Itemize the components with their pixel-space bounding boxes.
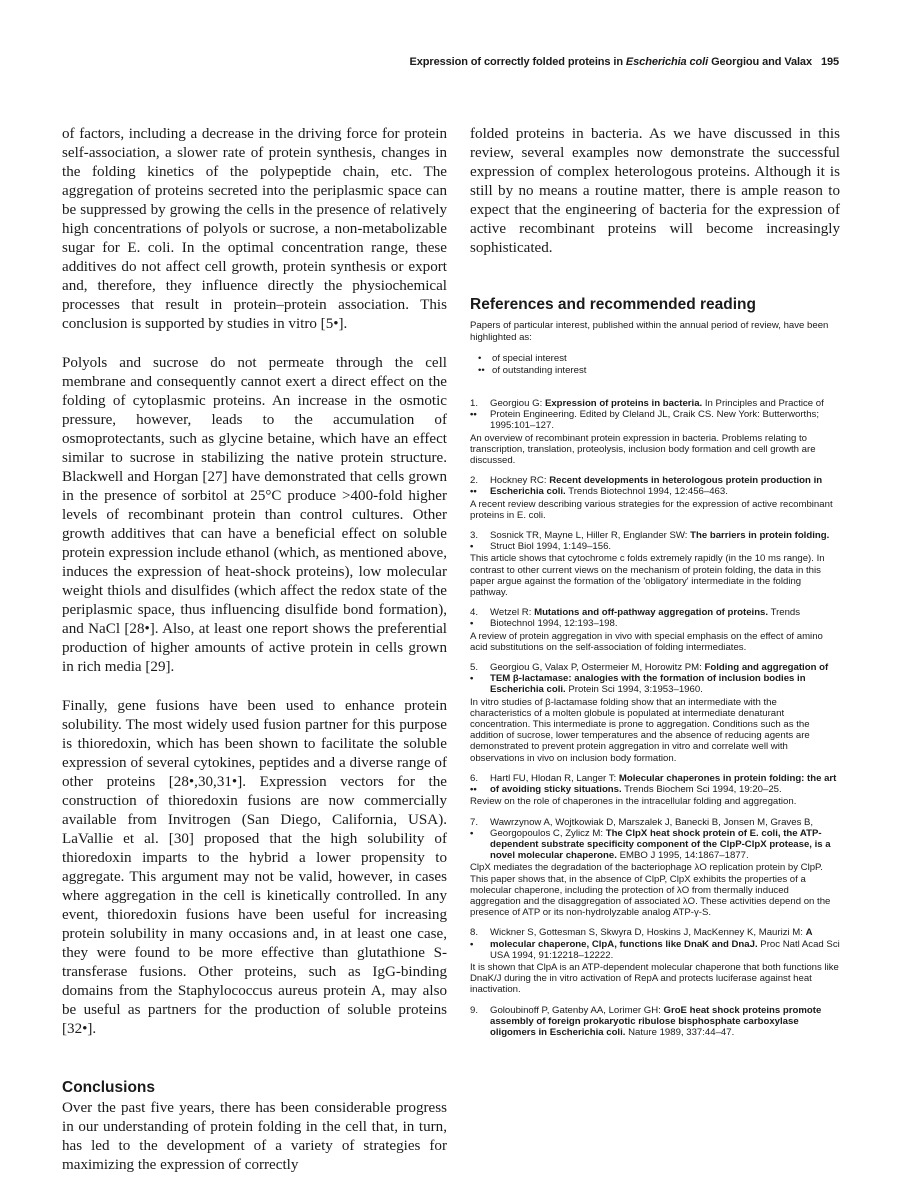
reference-number-block xyxy=(470,475,490,497)
running-head xyxy=(100,56,839,68)
reference-interest-mark: • xyxy=(470,673,474,685)
reference-row xyxy=(470,927,840,961)
reference-number: 8. xyxy=(470,927,479,939)
reference-source: Nature 1989, 337:44–47. xyxy=(628,1026,735,1038)
running-title-prefix: Expression of correctly folded proteins in xyxy=(409,56,623,68)
conclusions-heading: Conclusions xyxy=(62,1079,156,1096)
reference-entry xyxy=(470,817,840,919)
reference-interest-mark: • xyxy=(470,938,474,950)
reference-interest-mark: •• xyxy=(470,784,477,796)
reference-entry xyxy=(470,398,840,466)
reference-source: Struct Biol 1994, 1:149–156. xyxy=(490,541,612,553)
reference-source: Protein Sci 1994, 3:1953–1960. xyxy=(568,684,703,696)
reference-annotation: Review on the role of chaperones in the intracellular folding and aggregation. xyxy=(470,796,797,808)
reference-entry xyxy=(470,927,840,995)
reference-source: Trends Biochem Sci 1994, 19:20–25. xyxy=(624,784,782,796)
legend-text: of outstanding interest xyxy=(492,364,587,376)
reference-number-block xyxy=(470,398,490,432)
legend-text: of special interest xyxy=(492,353,567,364)
reference-title: Molecular chaperones in protein folding: the art of avoiding sticky situations. xyxy=(490,772,837,796)
references-intro: Papers of particular interest, published within the annual period of review, have been highlighted as: xyxy=(470,320,829,343)
reference-annotation: In vitro studies of β-lactamase folding show that an intermediate with the characteristics of a molten globule is populated at intermediate denaturant concentration. This intermediate is prone to aggregation. Conditions such as the addition of sucrose, lower temperatures and the absence of reducing agents are demonstrated to prevent protein aggregation in vitro and correlate well with observations in vivo on inclusion body formation. xyxy=(470,696,810,764)
reference-entry xyxy=(470,607,840,653)
reference-authors: Hartl FU, Hlodan R, Langer T: xyxy=(490,772,617,784)
reference-authors: Georgiou G, Valax P, Ostermeier M, Horowitz PM: xyxy=(490,662,702,674)
reference-title: A molecular chaperone, ClpA, functions like DnaK and DnaJ. xyxy=(490,927,813,950)
reference-number-block xyxy=(470,773,490,795)
reference-title: Folding and aggregation of TEM β-lactamase: analogies with the formation of inclusion bodies in Escherichia coli. xyxy=(490,662,829,696)
reference-source: Trends Biotechnol 1994, 12:456–463. xyxy=(568,486,728,498)
legend-item xyxy=(470,365,840,377)
reference-interest-mark: •• xyxy=(470,409,477,421)
reference-citation xyxy=(490,607,840,629)
reference-number: 7. xyxy=(470,816,479,828)
reference-annotation: A recent review describing various strategies for the expression of active recombinant proteins in E. coli. xyxy=(470,498,833,521)
reference-title: Recent developments in heterologous protein production in Escherichia coli. xyxy=(490,475,823,498)
reference-number-block xyxy=(470,1005,490,1039)
reference-title: GroE heat shock proteins promote assembly of foreign prokaryotic ribulose bisphosphate carboxylase oligomers in Escherichia coli. xyxy=(490,1004,822,1038)
reference-number: 4. xyxy=(470,607,479,619)
reference-row xyxy=(470,607,840,629)
reference-citation xyxy=(490,1005,840,1039)
reference-row xyxy=(470,398,840,432)
reference-number: 2. xyxy=(470,475,479,487)
reference-citation xyxy=(490,927,840,961)
reference-row xyxy=(470,817,840,862)
reference-citation xyxy=(490,662,840,696)
reference-annotation: An overview of recombinant protein expression in bacteria. Problems relating to transcription, translation, proteolysis, inclusion body formation and cell growth are discussed. xyxy=(470,432,816,467)
legend-mark: • xyxy=(478,353,482,364)
reference-row xyxy=(470,530,840,552)
reference-row xyxy=(470,1005,840,1039)
reference-number-block xyxy=(470,662,490,696)
reference-annotation: ClpX mediates the degradation of the bacteriophage λO replication protein by ClpP. This paper shows that, in the absence of ClpP, ClpX exhibits the properties of a molecular chaperone, including the protection of λO from thermally induced aggregation and the disaggregation of associated λO. These activities depend on the presence of ATP or its non-hydrolyzable analog ATP-γ-S. xyxy=(470,862,831,919)
running-title-authors: Georgiou and Valax xyxy=(711,56,812,68)
reference-citation xyxy=(490,530,840,552)
reference-title: The barriers in protein folding. xyxy=(690,530,830,542)
reference-title: Mutations and off-pathway aggregation of proteins. xyxy=(534,607,769,619)
reference-number-block xyxy=(470,817,490,862)
body-paragraph-1: of factors, including a decrease in the driving force for protein self-association, a slower rate of protein synthesis, changes in the folding kinetics of the polypeptide chain, etc. The aggregation of proteins secreted into the periplasmic space can be suppressed by growing the cells in the presence of relatively high concentrations of polyols or sucrose, a non-metabolizable sugar for E. coli. In the optimal concentration range, these additives do not affect cell growth, protein synthesis or export and, therefore, they influence directly the physiochemical processes that result in protein–protein association. This conclusion is supported by studies in vitro [5•]. xyxy=(62,126,447,332)
reference-entry xyxy=(470,475,840,521)
legend-item xyxy=(470,353,840,365)
reference-source: Trends Biotechnol 1994, 12:193–198. xyxy=(490,607,801,630)
reference-annotation: It is shown that ClpA is an ATP-dependent molecular chaperone that both functions like DnaK/J during the in vitro activation of RepA and protects luciferase against heat inactivation. xyxy=(470,961,839,996)
running-title-organism: Escherichia coli xyxy=(625,56,709,68)
reference-citation xyxy=(490,398,840,432)
reference-title: The ClpX heat shock protein of E. coli, the ATP-dependent substrate specificity component of the ClpP-ClpX protease, is a novel molecular chaperone. xyxy=(490,827,831,862)
reference-number: 6. xyxy=(470,772,479,784)
reference-citation xyxy=(490,773,840,795)
reference-citation xyxy=(490,817,840,862)
reference-interest-mark: •• xyxy=(470,486,477,498)
body-paragraph-2: Polyols and sucrose do not permeate through the cell membrane and consequently cannot exert a direct effect on the folding of cytoplasmic proteins. An increase in the osmotic pressure, however, leads to the accumulation of osmoprotectants, such as glycine betaine, which have an effect similar to sucrose in stabilizing the native protein structure. Blackwell and Horgan [27] have demonstrated that cells grown in the presence of sorbitol at 25°C produce >400-fold higher levels of recombinant protein than control cultures. Other growth additives that can have a beneficial effect on soluble protein expression include ethanol (which, as mentioned above, induces the expression of heat-shock proteins), low molecular weight thiols and disulfides (which affect the redox state of the periplasmic space, thus influencing disulfide bond formation), and NaCl [28•]. Also, at least one report shows the preferential production of higher amounts of active protein in cells grown in rich media [29]. xyxy=(62,355,447,675)
reference-entry xyxy=(470,773,840,808)
reference-title: Expression of proteins in bacteria. xyxy=(544,398,703,409)
reference-interest-mark: • xyxy=(470,541,474,553)
left-column xyxy=(62,125,447,1175)
reference-row xyxy=(470,662,840,696)
reference-number-block xyxy=(470,927,490,961)
reference-authors: Georgiou G: xyxy=(490,398,543,409)
reference-interest-mark: • xyxy=(470,827,474,839)
reference-authors: Goloubinoff P, Gatenby AA, Lorimer GH: xyxy=(490,1004,661,1016)
body-paragraph-3: Finally, gene fusions have been used to enhance protein solubility. The most widely used fusion partner for this purpose is thioredoxin, which has been shown to facilitate the soluble expression of several cytokines, peptides and a diverse range of other proteins [28•,30,31•]. Expression vectors for the construction of thioredoxin fusions are now commercially available from Invitrogen (San Diego, California, USA). LaVallie et al. [30] proposed that the high solubility of thioredoxin imparts to the hybrid a lower propensity to aggregate. This argument may not be valid, however, in cases where aggregation in the cell is kinetically controlled. In any event, thioredoxin fusions have been useful for increasing protein solubility in many occasions and, in at least one case, they were found to be more effective than glutathione S-transferase fusions. Other proteins, such as IgG-binding domains from the Staphylococcus aureus protein A, may also be useful as partners for the production of soluble proteins [32•]. xyxy=(62,698,447,1037)
right-column xyxy=(470,125,840,1047)
reference-row xyxy=(470,475,840,497)
reference-number: 5. xyxy=(470,662,479,674)
reference-list xyxy=(470,398,840,1038)
reference-annotation: A review of protein aggregation in vivo with special emphasis on the effect of amino acid substitutions on the self-association of folding intermediates. xyxy=(470,630,823,653)
reference-authors: Sosnick TR, Mayne L, Hiller R, Englander SW: xyxy=(490,530,688,542)
reference-interest-mark: • xyxy=(470,618,474,630)
reference-source: Proc Natl Acad Sci USA 1994, 91:12218–12222. xyxy=(490,938,840,961)
conclusions-continued: folded proteins in bacteria. As we have discussed in this review, several examples now demonstrate the successful expression of complex heterologous proteins. Although it is still by no means a routine matter, there is ample reason to expect that the engineering of bacteria for the expression of active recombinant proteins will become increasingly sophisticated. xyxy=(470,126,840,256)
reference-authors: Wickner S, Gottesman S, Skwyra D, Hoskins J, MacKenney K, Maurizi M: xyxy=(490,927,803,939)
reference-authors: Wetzel R: xyxy=(490,607,532,619)
reference-entry xyxy=(470,662,840,764)
reference-number-block xyxy=(470,530,490,552)
reference-number: 1. xyxy=(470,398,479,409)
conclusions-paragraph: Over the past five years, there has been considerable progress in our understanding of protein folding in the cell that, in turn, has led to the development of a variety of strategies for maximizing the expression of correctly xyxy=(62,1100,447,1173)
reference-authors: Hockney RC: xyxy=(490,475,547,487)
reference-citation xyxy=(490,475,840,497)
reference-row xyxy=(470,773,840,795)
reference-number: 9. xyxy=(470,1004,479,1016)
reference-source: EMBO J 1995, 14:1867–1877. xyxy=(619,850,749,862)
reference-number: 3. xyxy=(470,530,479,542)
legend-mark: •• xyxy=(478,364,485,376)
reference-source: In Principles and Practice of Protein Engineering. Edited by Cleland JL, Craik CS. New York: Butterworths; 1995:101–127. xyxy=(490,398,824,432)
reference-entry xyxy=(470,1005,840,1039)
interest-legend xyxy=(470,353,840,376)
page-number: 195 xyxy=(820,56,839,68)
reference-authors: Wawrzynow A, Wojtkowiak D, Marszalek J, Banecki B, Jonsen M, Graves B, Georgopoulos C, Zylicz M: xyxy=(490,816,814,839)
reference-entry xyxy=(470,530,840,598)
reference-annotation: This article shows that cytochrome c folds extremely rapidly (in the 10 ms range). In contrast to other current views on the mechanism of protein folding, the data in this paper argue against the formation of the 'obligatory' intermediate in the folding pathway. xyxy=(470,553,825,599)
reference-number-block xyxy=(470,607,490,629)
references-heading: References and recommended reading xyxy=(470,296,756,313)
